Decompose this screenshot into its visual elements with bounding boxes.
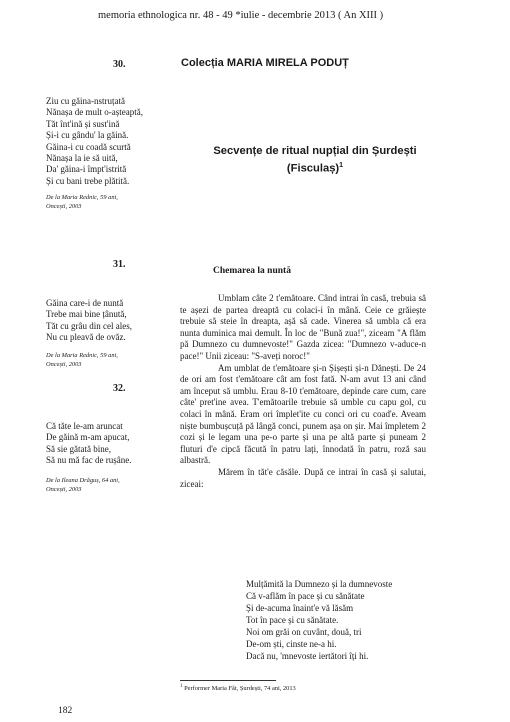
poem-source xyxy=(46,193,118,211)
title-line: Secvențe de ritual nupțial din Șurdești xyxy=(213,145,417,157)
poem-number: 31. xyxy=(113,259,126,270)
article-body xyxy=(180,293,426,490)
verse-line: Și de-acuma înaint'e vă lăsăm xyxy=(246,603,354,613)
poem-line: Și-i cu gându' la găină. xyxy=(46,130,129,141)
verse-line: De-om ști, cinste ne-a hi. xyxy=(246,639,337,649)
footnote-mark: 1 xyxy=(180,684,183,689)
poem-line: Nănașa la ie să uită, xyxy=(46,153,118,164)
verse-line: Mulțămită la Dumnezo și la dumnevoste xyxy=(246,579,393,589)
source-line: Oncești, 2003 xyxy=(46,361,82,368)
poem-line: Tăt cu grâu din cel ales, xyxy=(46,320,132,331)
source-line: De la Maria Rednic, 59 ani, xyxy=(46,352,118,359)
article-title xyxy=(205,145,425,176)
section-heading: Chemarea la nuntă xyxy=(213,266,291,276)
poem-line: Că tăte le-am aruncat xyxy=(46,421,123,431)
title-line: (Fisculaș) xyxy=(286,162,340,175)
source-line: Oncești, 2003 xyxy=(46,203,82,210)
source-line: Oncești, 2003 xyxy=(46,486,82,493)
footnote-mark: 1 xyxy=(339,161,344,169)
paragraph: Mărem în tăt'e căsăle. După ce intrai în casă și salutai, ziceai: xyxy=(180,466,426,489)
poem-line: De găină m-am apucat, xyxy=(46,432,130,443)
poem-line: Și cu bani trebe plătită. xyxy=(46,175,130,186)
poem-line: Să sie gătată bine, xyxy=(46,443,111,454)
source-line: De la Ileana Drăguș, 64 ani, xyxy=(46,477,120,484)
paragraph: Am umblat de t'emătoare și-n Șișești și-n Dănești. De 24 de ori am fost t'emătoare cât am fost fată. N-am avut 13 ani când am început să umblu. Erau 8-10 t'emătoare, depinde care cum, care câte' pret'ine avea. T'emătoarile trebuie să umble cu capu gol, cu colaci în mână. Eram ori împlet'ite cu conci ori cu coad'e. Aveam niște bumbușcuță pă lângă conci, punem așa on șir. Mai împletem 2 cozi și le legam una pe-o parte și una pe altă parte și puneam 2 fluturi d'e cipcă făcută în patru lați, înnodată în patru, roză sau albastră. xyxy=(180,362,426,466)
poem-line: Nănașa de mult o-așteaptă, xyxy=(46,107,143,118)
page-number: 182 xyxy=(58,706,73,716)
poem-number: 30. xyxy=(113,59,126,70)
footnote-text: Performer Maria Făt, Șurdești, 74 ani, 2013 xyxy=(184,685,296,693)
verse-line: Că v-aflăm în pace și cu sănătate xyxy=(246,591,365,601)
footnote xyxy=(180,684,296,692)
poem-source xyxy=(46,351,118,369)
blessing-verse xyxy=(246,578,392,662)
paragraph: Umblam câte 2 t'emătoare. Când intrai în casă, trebuia să te așezi de partea dreaptă cu colaci-i în mână. Ceie ce grăiește trebuie să steie în dreapta, așă să cade. Vinerea să umbla că era nunta duminica mai demult. În loc de "Bună zua!", ziceam "A flăm pă Dumnezo cu dumnevoste!" Gazda zicea: "Dumnezo v-aduce-n pace!" Unii ziceau: "S-aveți noroc!" xyxy=(180,293,426,361)
poem-line: Nu cu pleavă de ovăz. xyxy=(46,332,126,343)
verse-line: Dacă nu, 'mnevoste iertători îți hi. xyxy=(246,651,369,661)
poem-line: Trebe mai bine țânută, xyxy=(46,309,127,320)
poem-line: Da' găina-i împt'istrită xyxy=(46,164,127,175)
poem-31 xyxy=(46,298,132,344)
poem-line: Găina care-i de nuntă xyxy=(46,298,124,308)
verse-line: Tot în pace și cu sănătate. xyxy=(246,615,339,625)
poem-number: 32. xyxy=(113,383,126,394)
poem-line: Tăt înt'ină și sust'ină xyxy=(46,118,120,129)
running-header: memoria ethnologica nr. 48 - 49 *iulie - decembrie 2013 ( An XIII ) xyxy=(98,10,384,21)
source-line: De la Maria Rednic, 59 ani, xyxy=(46,194,118,201)
poem-line: Să nu mă fac de rușâne. xyxy=(46,455,132,466)
collection-heading: Colecția MARIA MIRELA PODUȚ xyxy=(181,57,349,69)
poem-source xyxy=(46,476,120,494)
poem-30 xyxy=(46,96,143,187)
footnote-divider xyxy=(180,680,276,681)
poem-line: Găina-i cu coadă scurtă xyxy=(46,141,131,152)
poem-line: Ziu cu găina-nstruțată xyxy=(46,96,125,106)
poem-32 xyxy=(46,421,131,467)
verse-line: Noi om grăi on cuvânt, două, tri xyxy=(246,627,362,637)
